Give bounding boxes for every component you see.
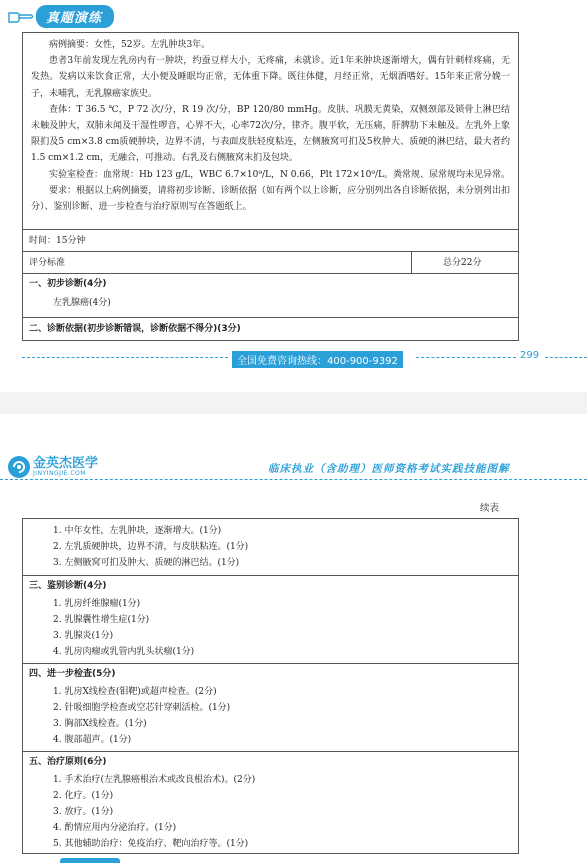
section-item: 4. 酌情应用内分泌治疗。(1分) (53, 823, 177, 833)
section-title: 三、鉴别诊断(4分) (29, 581, 107, 591)
book-title: 临床执业（含助理）医师资格考试实践技能图解 (268, 463, 510, 475)
answer-table (22, 518, 519, 854)
section-item: 1. 乳房纤维腺瘤(1分) (53, 599, 141, 609)
section4-block (23, 663, 518, 752)
case-paragraph: 要求：根据以上病例摘要，请将初步诊断、诊断依据（如有两个以上诊断，应分别列出各自诊断依据，未分别列出扣分）、鉴别诊断、进一步检查与治疗原则写在答题纸上。 (31, 185, 510, 213)
section-item: 3. 放疗。(1分) (53, 807, 114, 817)
section-item: 3. 胸部X线检查。(1分) (53, 719, 147, 729)
basis-item: 3. 左侧腋窝可扪及肿大、质硬的淋巴结。(1分) (53, 558, 240, 568)
case-paragraph: 患者3年前发现左乳房内有一肿块，约蚕豆样大小，无疼痛，未就诊。近1年来肿块逐渐增大，偶有针刺样疼痛，无发热。发病以来饮食正常，大小便及睡眠均正常，无体重下降。既往体健，月经正常，无烟酒嗜好。15年来正常分娩一子，未哺乳，无乳腺癌家族史。 (31, 56, 510, 99)
section-item: 左乳腺癌(4分) (53, 298, 111, 308)
case-paragraph: 查体：T 36.5 ℃，P 72 次/分，R 19 次/分，BP 120/80 mmHg。皮肤、巩膜无黄染，双侧颈部及锁骨上淋巴结未触及肿大，双肺未闻及干湿性啰音，心界不大，心率72次/分，律齐。腹平软，无压痛，肝脾肋下未触及。左乳外上象限扪及5 cm×3.8 cm质硬肿块，边界不清，与表面皮肤轻度粘连，左侧腋窝可扪及5枚肿大、质硬的淋巴结，最大者约1.5 cm×1.2 cm，无融合，可推动。右乳及右侧腋窝未扪及包块。 (31, 104, 510, 164)
pointing-hand-icon (8, 9, 34, 23)
page-gap (0, 392, 587, 414)
section-title: 四、进一步检查(5分) (29, 669, 116, 679)
footer-rule-left (22, 357, 228, 358)
case-table (22, 32, 519, 341)
logo-name: 金英杰医学 (33, 456, 99, 471)
scoring-label: 评分标准 (29, 258, 66, 268)
time-label: 时间：15分钟 (29, 236, 86, 246)
basis-item: 2. 左乳质硬肿块，边界不清，与皮肤粘连。(1分) (53, 542, 249, 552)
section-item: 4. 腹部超声。(1分) (53, 735, 132, 745)
section-item: 5. 其他辅助治疗：免疫治疗、靶向治疗等。(1分) (53, 839, 249, 849)
publisher-logo (8, 456, 98, 478)
hotline-badge: 全国免费咨询热线：400-900-9392 (232, 351, 403, 368)
case-paragraph: 实验室检查：血常规：Hb 123 g/L，WBC 6.7×10⁹/L，N 0.66，Plt 172×10⁹/L。粪常规、尿常规均未见异常。 (49, 169, 510, 180)
page-number: 299 (520, 350, 540, 361)
section-item: 2. 化疗。(1分) (53, 791, 114, 801)
section-title: 五、治疗原则(6分) (29, 757, 107, 767)
section2-block (23, 317, 518, 340)
section1-block (23, 273, 518, 318)
section-item: 2. 乳腺囊性增生症(1分) (53, 615, 150, 625)
scoring-row (23, 251, 518, 274)
section-title: 一、初步诊断(4分) (29, 279, 107, 289)
section5-block (23, 751, 518, 854)
section-banner (8, 6, 114, 26)
logo-domain: JINYINGJIE.COM (33, 470, 86, 477)
case-summary (23, 33, 518, 215)
section-item: 2. 针吸细胞学检查或空芯针穿刺活检。(1分) (53, 703, 231, 713)
footer-rule-right (545, 357, 587, 358)
bottom-tab (60, 858, 120, 863)
header-rule (0, 479, 587, 480)
footer-rule-mid (416, 357, 516, 358)
continued-label: 续表 (480, 503, 500, 514)
total-score: 总分22分 (443, 258, 482, 268)
section-title: 二、诊断依据(初步诊断错误，诊断依据不得分)(3分) (29, 324, 241, 334)
section-item: 4. 乳房肉瘤或乳管内乳头状瘤(1分) (53, 647, 195, 657)
section-item: 1. 手术治疗(左乳腺癌根治术或改良根治术)。(2分) (53, 775, 256, 785)
column-divider (411, 252, 412, 274)
section-item: 3. 乳腺炎(1分) (53, 631, 114, 641)
section3-block (23, 575, 518, 664)
case-paragraph: 病例摘要：女性，52岁。左乳肿块3年。 (49, 40, 211, 50)
basis-item: 1. 中年女性，左乳肿块，逐渐增大。(1分) (53, 526, 222, 536)
basis-block (23, 523, 518, 571)
logo-icon (8, 456, 30, 478)
section-item: 1. 乳房X线检查(钼靶)或超声检查。(2分) (53, 687, 217, 697)
banner-title: 真题演练 (36, 5, 114, 28)
time-row (23, 229, 518, 252)
